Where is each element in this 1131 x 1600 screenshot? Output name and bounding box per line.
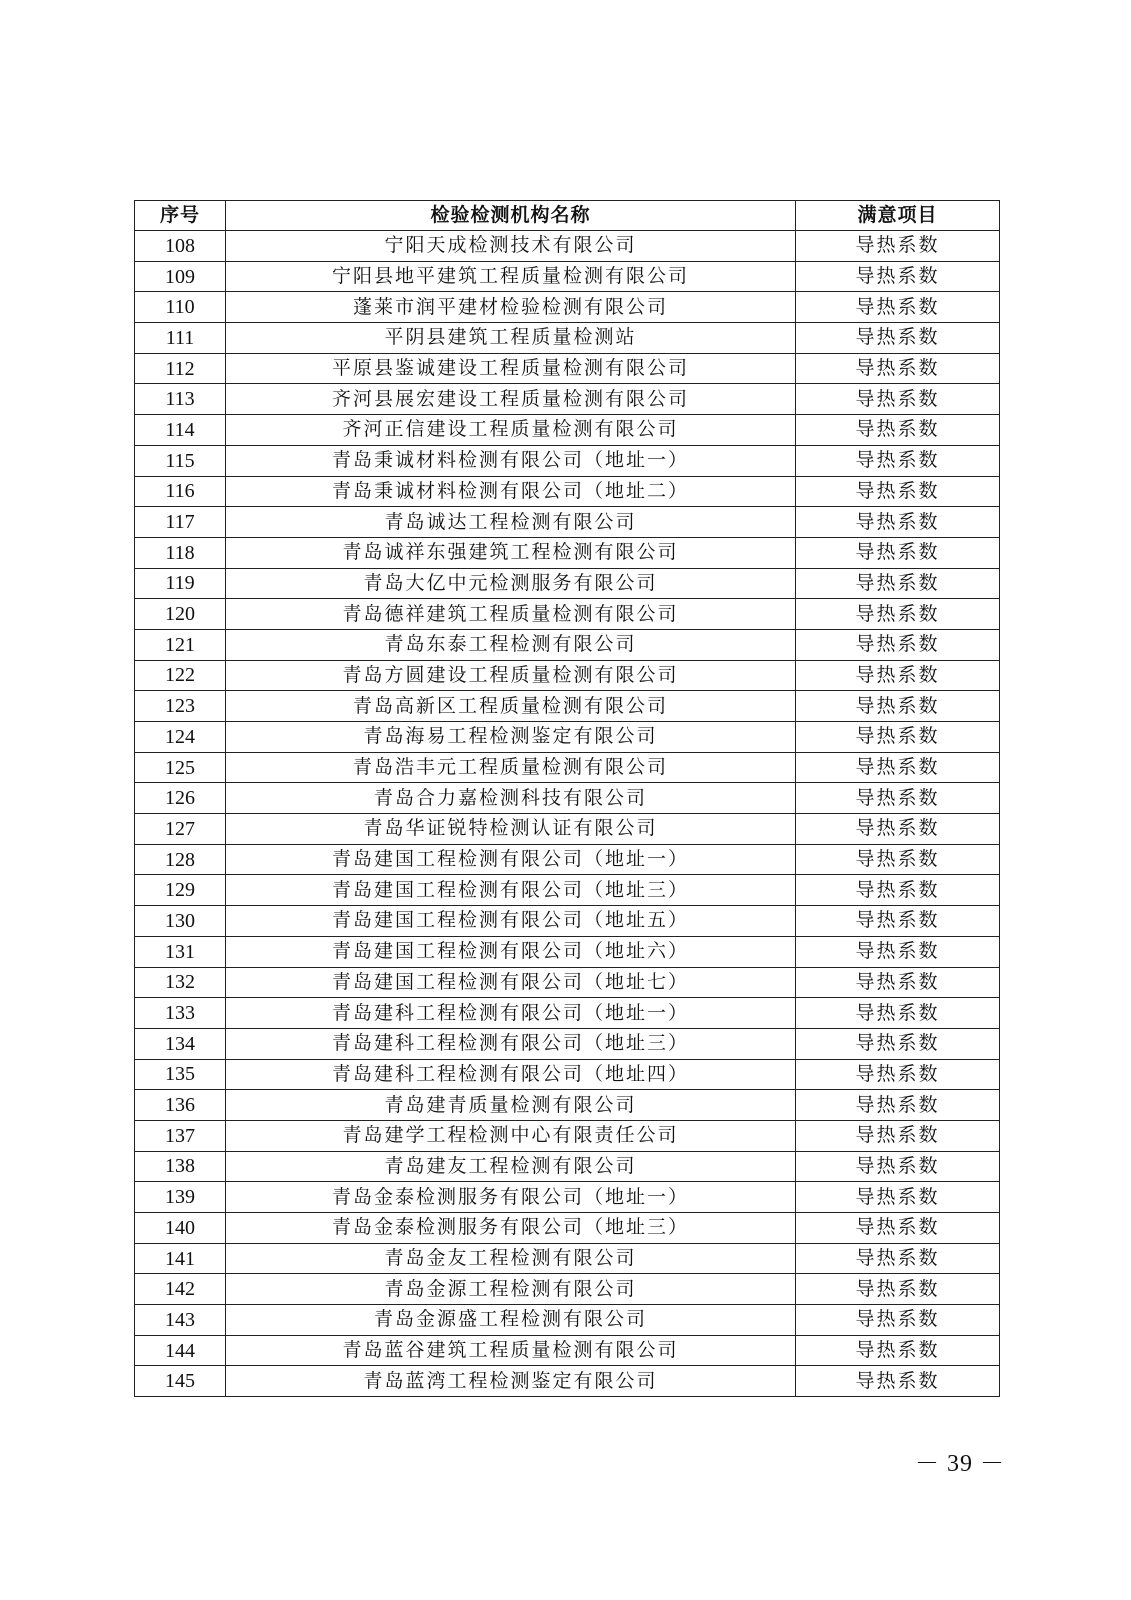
serial-number-cell: 129 (135, 875, 226, 906)
satisfactory-item-cell: 导热系数 (796, 783, 1000, 814)
serial-number-cell: 137 (135, 1120, 226, 1151)
table-row (135, 261, 1000, 292)
institution-name-cell: 青岛东泰工程检测有限公司 (226, 629, 796, 660)
table-row (135, 1059, 1000, 1090)
satisfactory-item-cell: 导热系数 (796, 660, 1000, 691)
table-row (135, 1182, 1000, 1213)
satisfactory-item-cell: 导热系数 (796, 1274, 1000, 1305)
serial-number-cell: 120 (135, 599, 226, 630)
institution-name-cell: 青岛金源工程检测有限公司 (226, 1274, 796, 1305)
serial-number-cell: 111 (135, 323, 226, 354)
table-row (135, 537, 1000, 568)
satisfactory-item-cell: 导热系数 (796, 353, 1000, 384)
table-row (135, 445, 1000, 476)
institution-name-cell: 青岛建国工程检测有限公司（地址一） (226, 844, 796, 875)
serial-number-cell: 115 (135, 445, 226, 476)
serial-number-cell: 143 (135, 1305, 226, 1336)
institution-name-cell: 青岛金源盛工程检测有限公司 (226, 1305, 796, 1336)
institution-name-cell: 青岛建科工程检测有限公司（地址三） (226, 1028, 796, 1059)
satisfactory-item-cell: 导热系数 (796, 1090, 1000, 1121)
institution-name-cell: 青岛建国工程检测有限公司（地址五） (226, 906, 796, 937)
serial-number-cell: 141 (135, 1243, 226, 1274)
institution-name-cell: 齐河县展宏建设工程质量检测有限公司 (226, 384, 796, 415)
serial-number-cell: 114 (135, 415, 226, 446)
header-satisfactory-item: 满意项目 (796, 201, 1000, 231)
institution-name-cell: 青岛建学工程检测中心有限责任公司 (226, 1120, 796, 1151)
table-row (135, 1243, 1000, 1274)
institution-name-cell: 青岛海易工程检测鉴定有限公司 (226, 722, 796, 753)
serial-number-cell: 145 (135, 1366, 226, 1397)
satisfactory-item-cell: 导热系数 (796, 1243, 1000, 1274)
satisfactory-item-cell: 导热系数 (796, 1151, 1000, 1182)
table-row (135, 323, 1000, 354)
table-row (135, 1120, 1000, 1151)
institution-name-cell: 青岛德祥建筑工程质量检测有限公司 (226, 599, 796, 630)
table-row (135, 292, 1000, 323)
institution-name-cell: 宁阳天成检测技术有限公司 (226, 231, 796, 262)
satisfactory-item-cell: 导热系数 (796, 629, 1000, 660)
satisfactory-item-cell: 导热系数 (796, 1028, 1000, 1059)
satisfactory-item-cell: 导热系数 (796, 875, 1000, 906)
table-row (135, 629, 1000, 660)
institution-name-cell: 青岛合力嘉检测科技有限公司 (226, 783, 796, 814)
serial-number-cell: 124 (135, 722, 226, 753)
institution-name-cell: 青岛诚达工程检测有限公司 (226, 507, 796, 538)
table-row (135, 1151, 1000, 1182)
table-row (135, 660, 1000, 691)
institution-name-cell: 青岛建科工程检测有限公司（地址四） (226, 1059, 796, 1090)
institution-name-cell: 青岛建国工程检测有限公司（地址七） (226, 967, 796, 998)
institution-name-cell: 宁阳县地平建筑工程质量检测有限公司 (226, 261, 796, 292)
serial-number-cell: 112 (135, 353, 226, 384)
header-institution-name: 检验检测机构名称 (226, 201, 796, 231)
institution-name-cell: 平原县鉴诚建设工程质量检测有限公司 (226, 353, 796, 384)
serial-number-cell: 117 (135, 507, 226, 538)
satisfactory-item-cell: 导热系数 (796, 445, 1000, 476)
table-row (135, 783, 1000, 814)
institution-name-cell: 青岛建青质量检测有限公司 (226, 1090, 796, 1121)
satisfactory-item-cell: 导热系数 (796, 998, 1000, 1029)
serial-number-cell: 121 (135, 629, 226, 660)
serial-number-cell: 108 (135, 231, 226, 262)
institution-name-cell: 青岛金友工程检测有限公司 (226, 1243, 796, 1274)
table-row (135, 476, 1000, 507)
table-row (135, 599, 1000, 630)
institution-table (134, 200, 1000, 1397)
satisfactory-item-cell: 导热系数 (796, 691, 1000, 722)
table-row (135, 384, 1000, 415)
serial-number-cell: 110 (135, 292, 226, 323)
table-row (135, 967, 1000, 998)
table-row (135, 568, 1000, 599)
table-row (135, 814, 1000, 845)
institution-name-cell: 青岛浩丰元工程质量检测有限公司 (226, 752, 796, 783)
institution-name-cell: 青岛蓝谷建筑工程质量检测有限公司 (226, 1335, 796, 1366)
satisfactory-item-cell: 导热系数 (796, 415, 1000, 446)
satisfactory-item-cell: 导热系数 (796, 1335, 1000, 1366)
serial-number-cell: 127 (135, 814, 226, 845)
table-row (135, 936, 1000, 967)
table-row (135, 415, 1000, 446)
institution-name-cell: 平阴县建筑工程质量检测站 (226, 323, 796, 354)
table-row (135, 1028, 1000, 1059)
satisfactory-item-cell: 导热系数 (796, 1120, 1000, 1151)
satisfactory-item-cell: 导热系数 (796, 1182, 1000, 1213)
satisfactory-item-cell: 导热系数 (796, 814, 1000, 845)
serial-number-cell: 118 (135, 537, 226, 568)
satisfactory-item-cell: 导热系数 (796, 507, 1000, 538)
serial-number-cell: 135 (135, 1059, 226, 1090)
institution-name-cell: 青岛蓝湾工程检测鉴定有限公司 (226, 1366, 796, 1397)
table-row (135, 1335, 1000, 1366)
table-row (135, 906, 1000, 937)
table-row (135, 353, 1000, 384)
institution-name-cell: 青岛秉诚材料检测有限公司（地址二） (226, 476, 796, 507)
serial-number-cell: 125 (135, 752, 226, 783)
satisfactory-item-cell: 导热系数 (796, 1213, 1000, 1244)
table-row (135, 691, 1000, 722)
serial-number-cell: 122 (135, 660, 226, 691)
satisfactory-item-cell: 导热系数 (796, 936, 1000, 967)
satisfactory-item-cell: 导热系数 (796, 231, 1000, 262)
table-row (135, 1090, 1000, 1121)
table-row (135, 752, 1000, 783)
institution-name-cell: 青岛大亿中元检测服务有限公司 (226, 568, 796, 599)
serial-number-cell: 130 (135, 906, 226, 937)
institution-name-cell: 齐河正信建设工程质量检测有限公司 (226, 415, 796, 446)
page-number: － 39 － (915, 1451, 1005, 1477)
serial-number-cell: 119 (135, 568, 226, 599)
satisfactory-item-cell: 导热系数 (796, 323, 1000, 354)
institution-name-cell: 青岛金泰检测服务有限公司（地址三） (226, 1213, 796, 1244)
institution-name-cell: 青岛建科工程检测有限公司（地址一） (226, 998, 796, 1029)
header-serial-number: 序号 (135, 201, 226, 231)
institution-name-cell: 蓬莱市润平建材检验检测有限公司 (226, 292, 796, 323)
satisfactory-item-cell: 导热系数 (796, 384, 1000, 415)
satisfactory-item-cell: 导热系数 (796, 1366, 1000, 1397)
serial-number-cell: 126 (135, 783, 226, 814)
serial-number-cell: 116 (135, 476, 226, 507)
table-row (135, 507, 1000, 538)
satisfactory-item-cell: 导热系数 (796, 537, 1000, 568)
serial-number-cell: 123 (135, 691, 226, 722)
table-row (135, 1305, 1000, 1336)
serial-number-cell: 113 (135, 384, 226, 415)
serial-number-cell: 144 (135, 1335, 226, 1366)
satisfactory-item-cell: 导热系数 (796, 967, 1000, 998)
institution-name-cell: 青岛诚祥东强建筑工程检测有限公司 (226, 537, 796, 568)
satisfactory-item-cell: 导热系数 (796, 844, 1000, 875)
serial-number-cell: 142 (135, 1274, 226, 1305)
institution-name-cell: 青岛华证锐特检测认证有限公司 (226, 814, 796, 845)
institution-name-cell: 青岛建国工程检测有限公司（地址三） (226, 875, 796, 906)
satisfactory-item-cell: 导热系数 (796, 752, 1000, 783)
serial-number-cell: 136 (135, 1090, 226, 1121)
table-row (135, 722, 1000, 753)
institution-name-cell: 青岛建友工程检测有限公司 (226, 1151, 796, 1182)
satisfactory-item-cell: 导热系数 (796, 1305, 1000, 1336)
serial-number-cell: 133 (135, 998, 226, 1029)
table-header-row (135, 201, 1000, 231)
serial-number-cell: 109 (135, 261, 226, 292)
satisfactory-item-cell: 导热系数 (796, 722, 1000, 753)
institution-name-cell: 青岛方圆建设工程质量检测有限公司 (226, 660, 796, 691)
institution-name-cell: 青岛高新区工程质量检测有限公司 (226, 691, 796, 722)
serial-number-cell: 128 (135, 844, 226, 875)
serial-number-cell: 132 (135, 967, 226, 998)
satisfactory-item-cell: 导热系数 (796, 476, 1000, 507)
satisfactory-item-cell: 导热系数 (796, 599, 1000, 630)
serial-number-cell: 131 (135, 936, 226, 967)
table-body (135, 231, 1000, 1397)
serial-number-cell: 138 (135, 1151, 226, 1182)
table-row (135, 1366, 1000, 1397)
satisfactory-item-cell: 导热系数 (796, 292, 1000, 323)
satisfactory-item-cell: 导热系数 (796, 906, 1000, 937)
serial-number-cell: 134 (135, 1028, 226, 1059)
table-row (135, 875, 1000, 906)
institution-name-cell: 青岛建国工程检测有限公司（地址六） (226, 936, 796, 967)
satisfactory-item-cell: 导热系数 (796, 568, 1000, 599)
table-row (135, 231, 1000, 262)
table-row (135, 1213, 1000, 1244)
table-row (135, 1274, 1000, 1305)
serial-number-cell: 139 (135, 1182, 226, 1213)
serial-number-cell: 140 (135, 1213, 226, 1244)
satisfactory-item-cell: 导热系数 (796, 1059, 1000, 1090)
institution-name-cell: 青岛秉诚材料检测有限公司（地址一） (226, 445, 796, 476)
satisfactory-item-cell: 导热系数 (796, 261, 1000, 292)
table-row (135, 844, 1000, 875)
institution-name-cell: 青岛金泰检测服务有限公司（地址一） (226, 1182, 796, 1213)
table-row (135, 998, 1000, 1029)
